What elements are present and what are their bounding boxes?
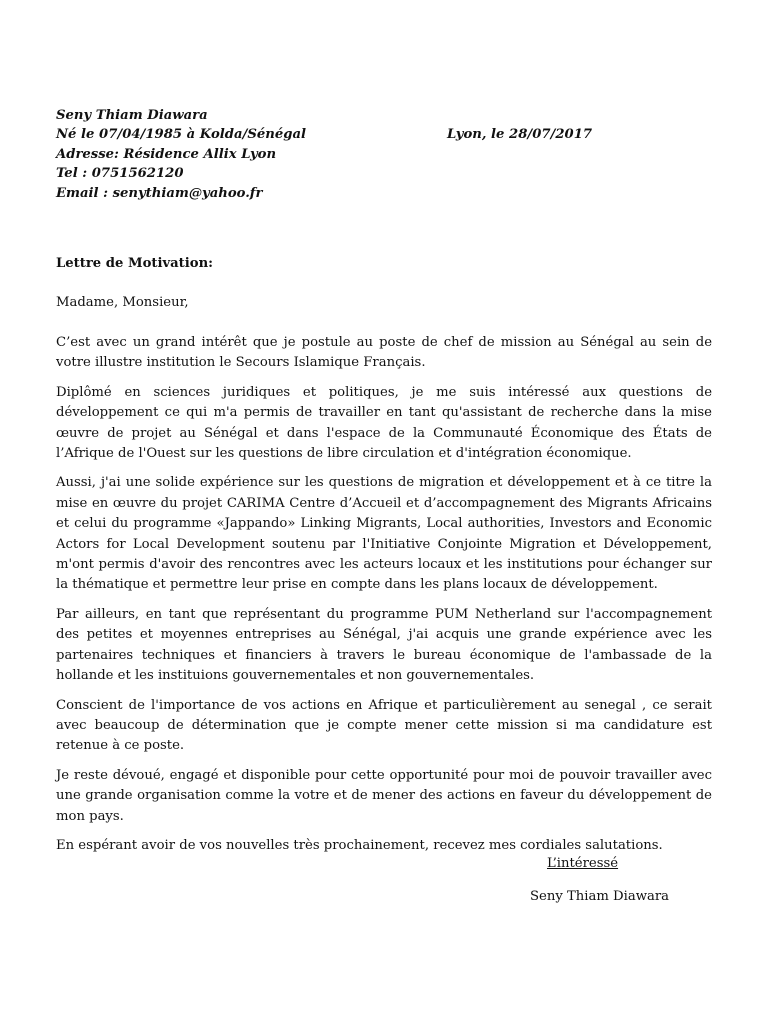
paragraph-5: Conscient de l'importance de vos actions en Afrique et particulièrement au senegal , ce serait avec beaucoup de détermination que je compte mener cette mission si ma candidature est retenue à ce poste.	[56, 697, 712, 754]
date-place: Lyon, le 28/07/2017	[447, 127, 593, 142]
paragraph-6: Je reste dévoué, engagé et disponible pour cette opportunité pour moi de pouvoir travailler avec une grande organisation comme la votre et de mener des actions en faveur du développement de mon pays.	[56, 767, 712, 824]
sender-block	[56, 106, 616, 203]
paragraph-7: En espérant avoir de vos nouvelles très prochainement, recevez mes cordiales salutations.	[56, 837, 663, 853]
sender-birth: Né le 07/04/1985 à Kolda/Sénégal	[56, 127, 307, 143]
letter-body	[56, 333, 712, 865]
paragraph-3: Aussi, j'ai une solide expérience sur les questions de migration et développement et à ce titre la mise en œuvre du projet CARIMA Centre d’Accueil et d’accompagnement des Migrants Africains et celui du programme «Jappando» Linking Migrants, Local authorities, Investors and Economic Actors for Local Development soutenu par l'Initiative Conjointe Migration et Développement, m'ont permis d'avoir des rencontres avec les acteurs locaux et les institutions pour échanger sur la thématique et permettre leur prise en compte dans les plans locaux de développement.	[56, 475, 712, 593]
paragraph-4: Par ailleurs, en tant que représentant du programme PUM Netherland sur l'accompagnement des petites et moyennes entreprises au Sénégal, j'ai acquis une grande expérience avec les partenaires techniques et financiers à travers le bureau économique de l'ambassade de la hollande et les instituions gouvernementales et non gouvernementales.	[56, 606, 712, 684]
signature-name: Seny Thiam Diawara	[530, 889, 670, 904]
sender-email: Email : senythiam@yahoo.fr	[56, 185, 263, 201]
sender-address: Adresse: Résidence Allix Lyon	[56, 146, 277, 162]
signature-title: L’intéressé	[547, 856, 619, 871]
sender-phone: Tel : 0751562120	[56, 166, 184, 182]
sender-name: Seny Thiam Diawara	[56, 108, 208, 123]
salutation: Madame, Monsieur,	[56, 295, 189, 310]
letter-subject: Lettre de Motivation:	[56, 256, 214, 271]
paragraph-1: C’est avec un grand intérêt que je postule au poste de chef de mission au Sénégal au sein de votre illustre institution le Secours Islamique Français.	[56, 335, 712, 371]
paragraph-2: Diplômé en sciences juridiques et politiques, je me suis intéressé aux questions de développement ce qui m'a permis de travailler en tant qu'assistant de recherche dans la mise œuvre de projet au Sénégal et dans l'espace de la Communauté Économique des États de l’Afrique de l'Ouest sur les questions de libre circulation et d'intégration économique.	[56, 384, 712, 462]
